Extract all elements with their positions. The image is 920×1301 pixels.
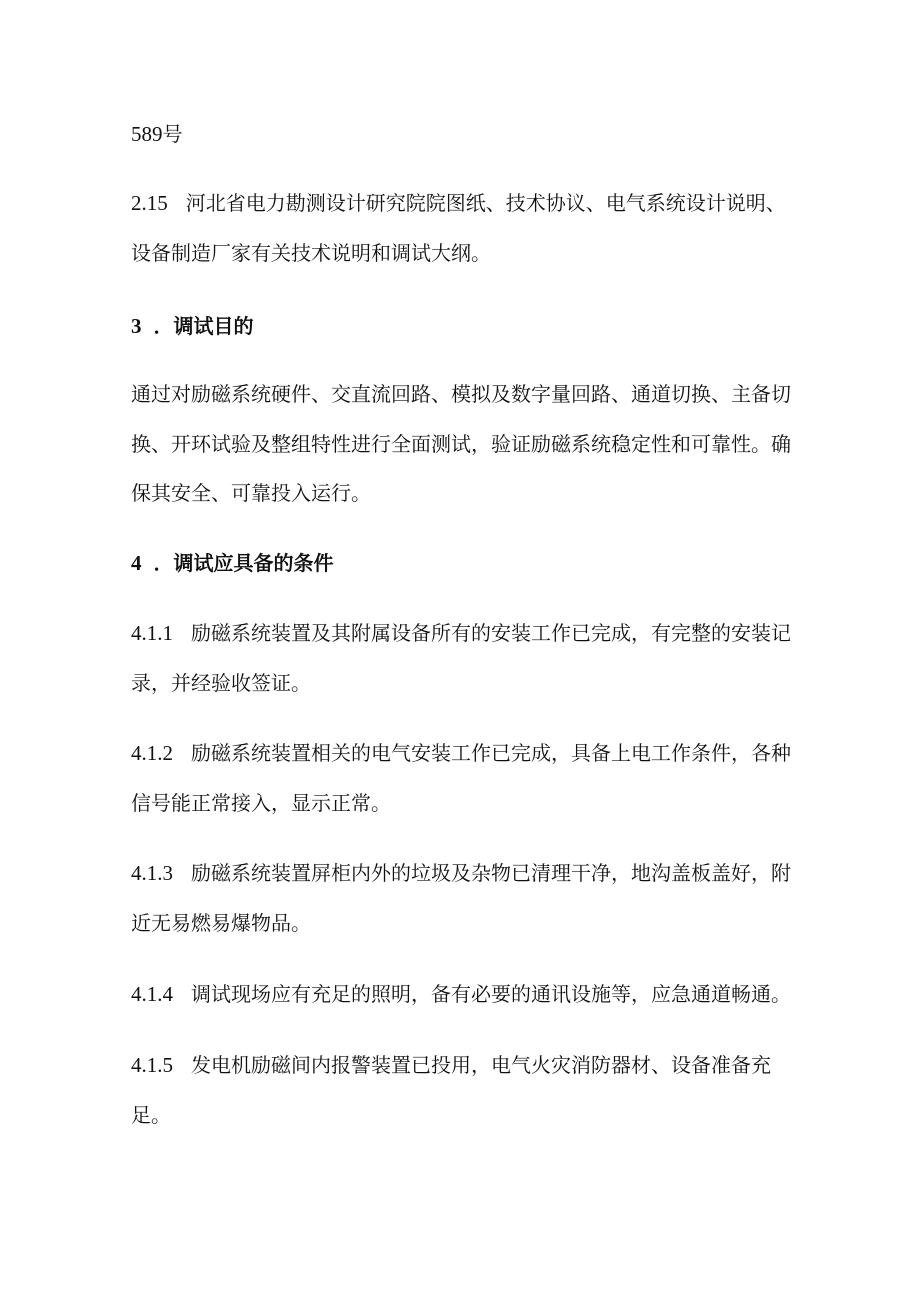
item-number: 4.1.1 (131, 621, 173, 645)
item-2-15-line2 (131, 240, 811, 266)
item-4-1-5-line2 (131, 1102, 811, 1128)
item-text: 励磁系统装置相关的电气安装工作已完成，具备上电工作条件，各种 (191, 741, 791, 765)
section-number: 3 (131, 314, 142, 338)
item-text: 近无易燃易爆物品。 (131, 911, 311, 935)
item-2-15-line1 (131, 190, 811, 216)
body-text: 保其安全、可靠投入运行。 (131, 481, 371, 505)
item-text: 录，并经验收签证。 (131, 671, 311, 695)
item-number: 4.1.5 (131, 1053, 173, 1077)
item-4-1-2-line1 (131, 740, 811, 766)
section-number: 4 (131, 551, 142, 575)
item-4-1-1-line2 (131, 670, 811, 696)
item-text: 励磁系统装置屏柜内外的垃圾及杂物已清理干净，地沟盖板盖好，附 (191, 861, 791, 885)
item-4-1-2-line2 (131, 790, 811, 816)
section-3-heading (131, 313, 811, 339)
item-text: 河北省电力勘测设计研究院院图纸、技术协议、电气系统设计说明、 (185, 191, 786, 215)
line-number: 589 (131, 122, 163, 146)
item-text: 信号能正常接入，显示正常。 (131, 791, 391, 815)
item-text: 励磁系统装置及其附属设备所有的安装工作已完成，有完整的安装记 (191, 621, 791, 645)
section-title: ．调试应具备的条件 (153, 551, 334, 575)
item-text: 足。 (131, 1103, 171, 1127)
section-title: ．调试目的 (153, 314, 254, 338)
item-number: 4.1.2 (131, 741, 173, 765)
body-text: 换、开环试验及整组特性进行全面测试，验证励磁系统稳定性和可靠性。确 (131, 432, 791, 456)
item-text: 调试现场应有充足的照明，备有必要的通讯设施等，应急通道畅通。 (191, 982, 791, 1006)
item-number: 4.1.3 (131, 861, 173, 885)
item-4-1-5-line1 (131, 1052, 811, 1078)
section-4-heading (131, 550, 811, 576)
section-3-body-line3 (131, 480, 811, 506)
body-text: 通过对励磁系统硬件、交直流回路、模拟及数字量回路、通道切换、主备切 (131, 382, 791, 406)
section-3-body-line1 (131, 381, 811, 407)
item-number: 2.15 (131, 191, 168, 215)
item-text: 发电机励磁间内报警装置已投用，电气火灾消防器材、设备准备充 (191, 1053, 771, 1077)
continuation-line (131, 121, 811, 147)
item-4-1-1-line1 (131, 620, 811, 646)
line-text: 号 (162, 122, 183, 146)
item-text: 设备制造厂家有关技术说明和调试大纲。 (131, 241, 491, 265)
item-4-1-4-line1 (131, 981, 811, 1007)
item-4-1-3-line2 (131, 910, 811, 936)
item-4-1-3-line1 (131, 860, 811, 886)
section-3-body-line2 (131, 431, 811, 457)
item-number: 4.1.4 (131, 982, 173, 1006)
